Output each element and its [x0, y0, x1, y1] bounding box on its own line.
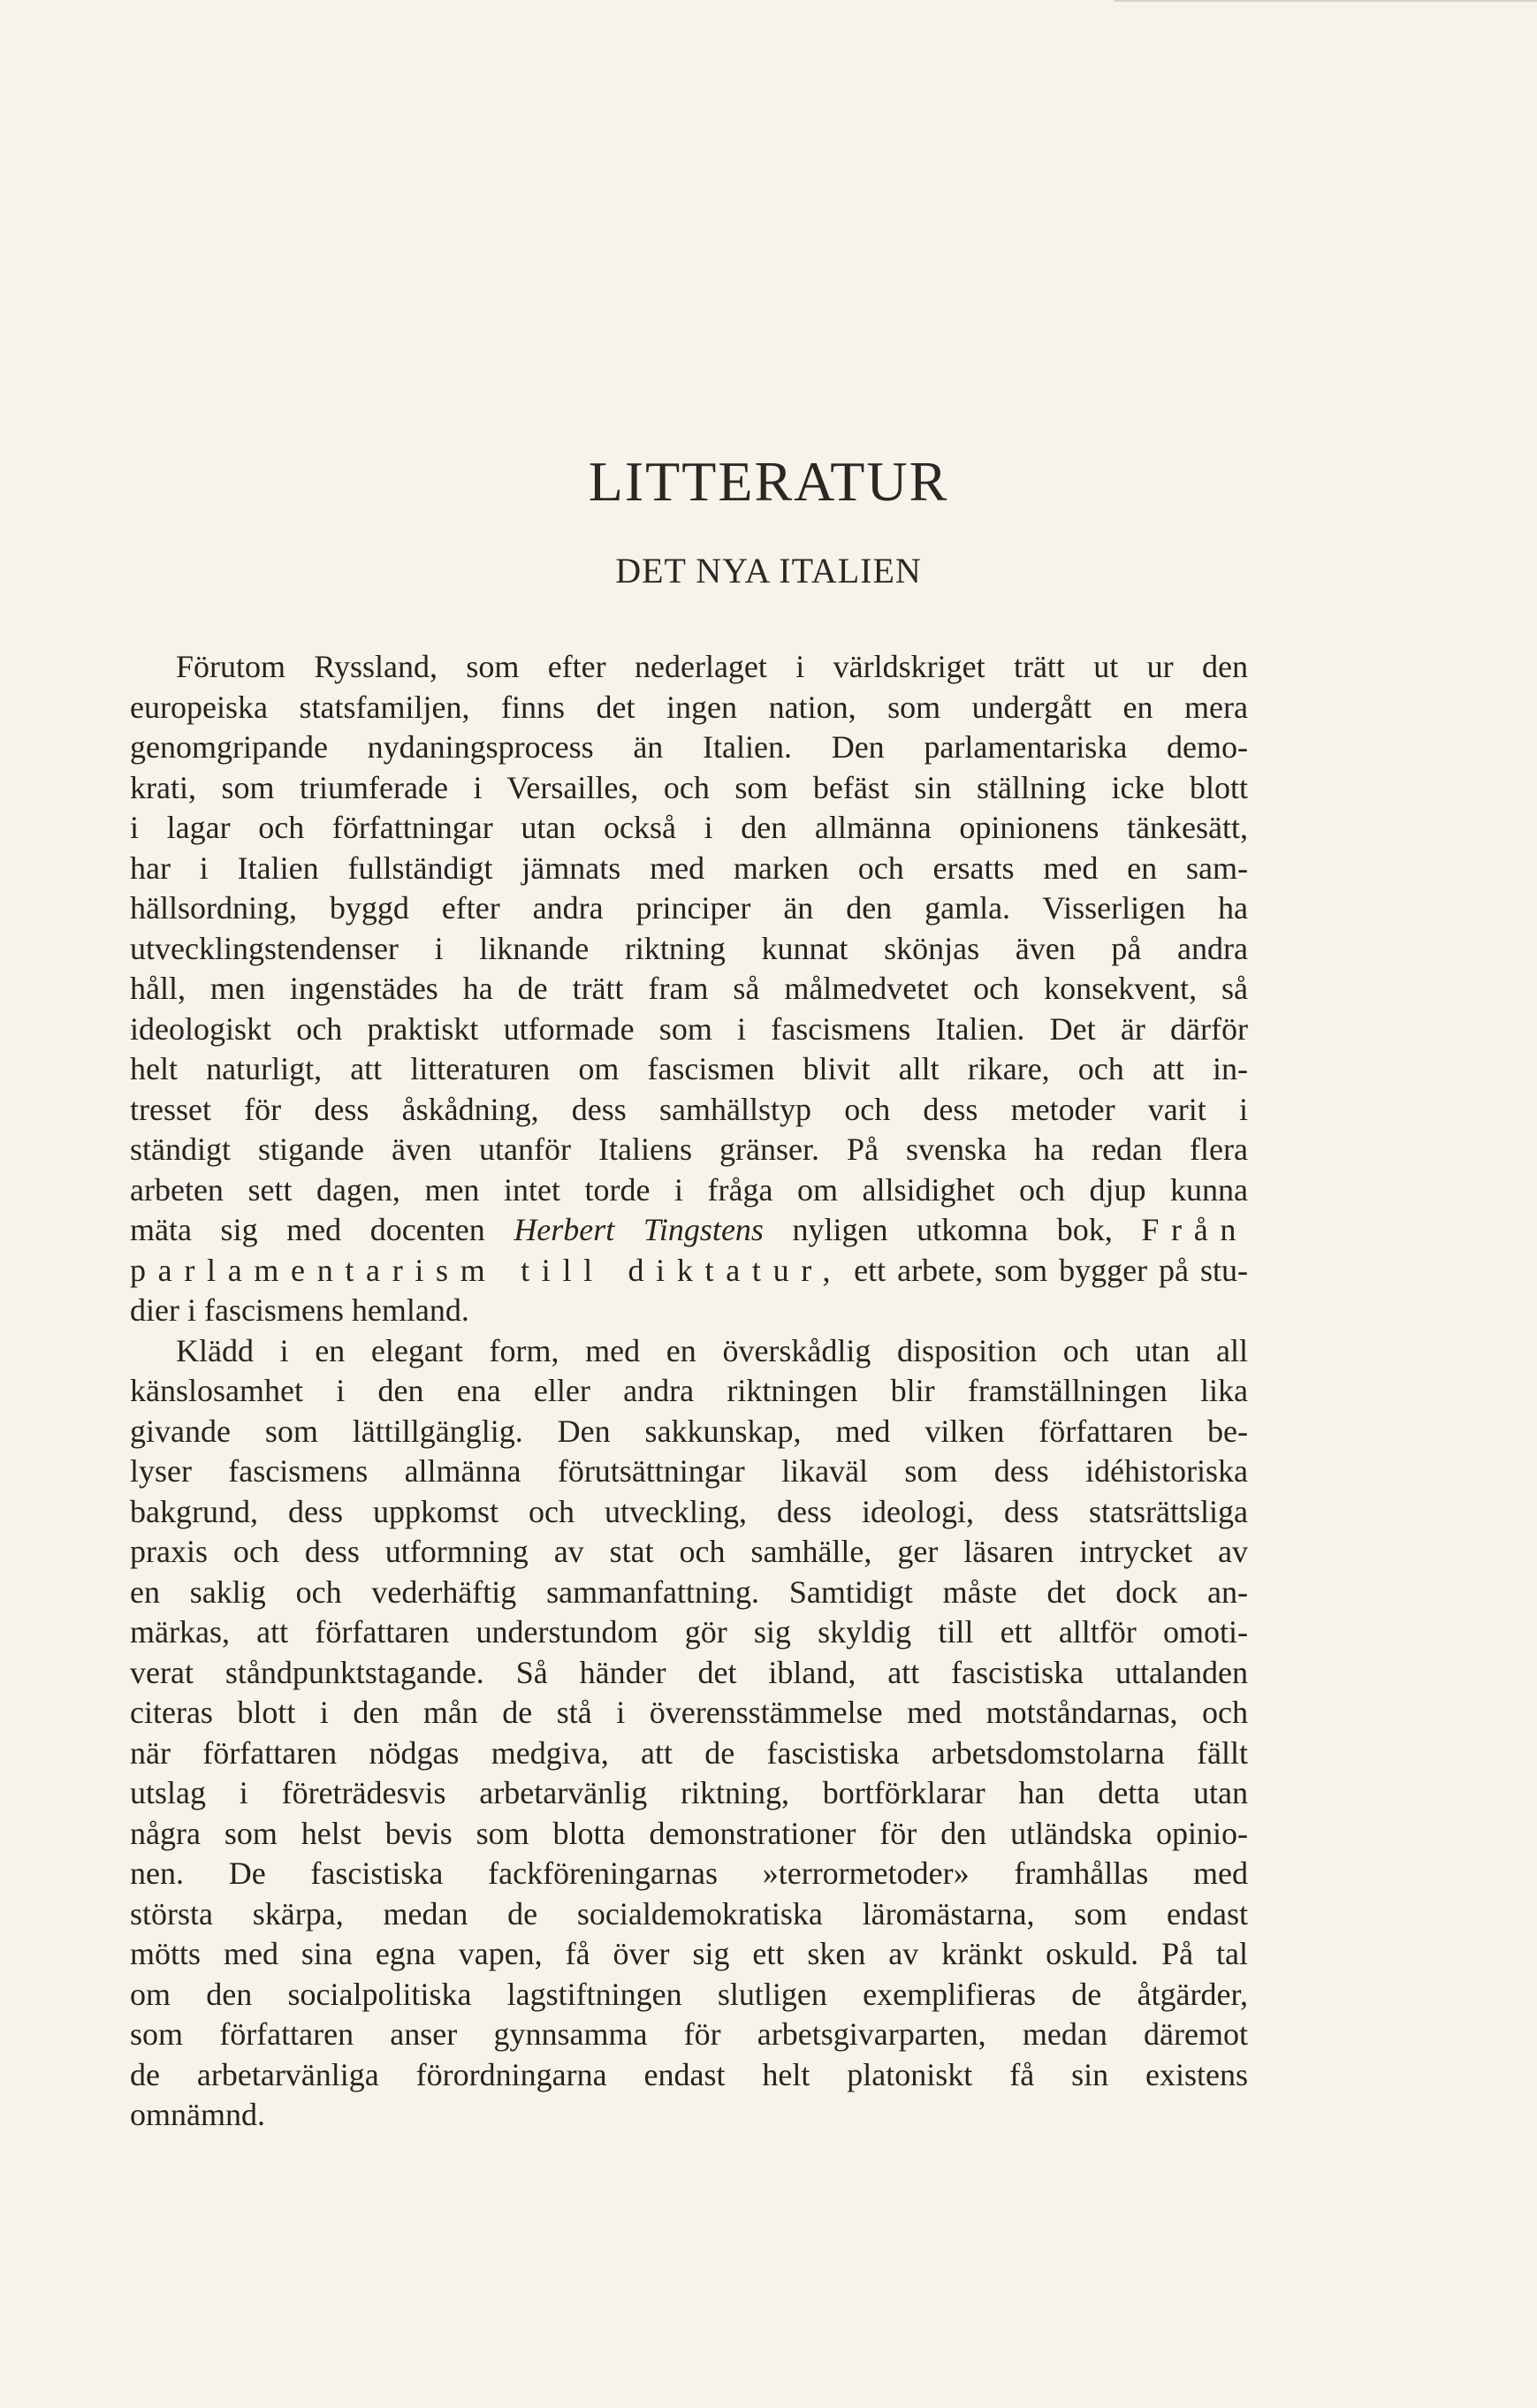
text-line — [130, 1210, 1248, 1251]
text-line: Klädd i en elegant form, med en överskådlig disposition och utan all — [176, 1332, 1248, 1368]
text-line: praxis och dess utformning av stat och samhälle, ger läsaren intrycket av — [130, 1534, 1248, 1569]
page-edge-rule — [1114, 0, 1537, 2]
text-line: ideologiskt och praktiskt utformade som i fascismens Italien. Det är därför — [130, 1010, 1248, 1047]
text-line: håll, men ingenstädes ha de trätt fram så målmedvetet och konsekvent, så — [130, 971, 1248, 1006]
text-line: största skärpa, medan de socialdemokratiska läromästarna, som endast — [130, 1895, 1248, 1932]
book-title-part: parlamentarism till diktatur, — [130, 1252, 843, 1288]
text-fragment: mäta sig med docenten — [130, 1212, 485, 1247]
text-line: helt naturligt, att litteraturen om fascismen blivit allt rikare, och att in- — [130, 1051, 1248, 1086]
text-line: de arbetarvänliga förordningarna endast helt platoniskt få sin existens — [130, 2056, 1248, 2092]
text-line: utslag i företrädesvis arbetarvänlig riktning, bortförklarar han detta utan — [130, 1775, 1248, 1810]
text-line: Förutom Ryssland, som efter nederlaget i världskriget trätt ut ur den — [176, 649, 1248, 684]
text-line: europeiska statsfamiljen, finns det ingen nation, som undergått en mera — [130, 689, 1248, 725]
text-line: ständigt stigande även utanför Italiens gränser. På svenska ha redan flera — [130, 1132, 1248, 1167]
text-line: krati, som triumferade i Versailles, och som befäst sin ställning icke blott — [130, 769, 1248, 805]
text-line: hällsordning, byggd efter andra principer än den gamla. Visserligen ha — [130, 890, 1248, 926]
text-line: tresset för dess åskådning, dess samhällstyp och dess metoder varit i — [130, 1091, 1248, 1127]
text-line: om den socialpolitiska lagstiftningen slutligen exemplifieras de åtgärder, — [130, 1976, 1248, 2012]
text-line: genomgripande nydaningsprocess än Italien. Den parlamentariska demo- — [130, 729, 1248, 765]
text-line: givande som lättillgänglig. Den sakkunskap, med vilken författaren be- — [130, 1413, 1248, 1449]
text-line: arbeten sett dagen, men intet torde i fråga om allsidighet och djup kunna — [130, 1171, 1248, 1208]
text-line: lyser fascismens allmänna förutsättningar likaväl som dess idéhistoriska — [130, 1453, 1248, 1489]
text-line: märkas, att författaren understundom gör sig skyldig till ett alltför omoti- — [130, 1614, 1248, 1650]
text-line: omnämnd. — [130, 2097, 265, 2132]
text-line: mötts med sina egna vapen, få över sig ett sken av kränkt oskuld. På tal — [130, 1936, 1248, 1971]
text-line: utvecklingstendenser i liknande riktning kunnat skönjas även på andra — [130, 930, 1248, 966]
paragraph-1 — [130, 647, 1248, 1331]
text-fragment: ett arbete, som bygger på stu- — [854, 1252, 1249, 1288]
book-title-part: Från — [1141, 1212, 1249, 1247]
text-line: en saklig och vederhäftig sammanfattning. Samtidigt måste det dock an- — [130, 1574, 1248, 1610]
section-title: LITTERATUR — [588, 450, 949, 513]
text-line: känslosamhet i den ena eller andra riktningen blir framställningen lika — [130, 1373, 1248, 1408]
text-line: nen. De fascistiska fackföreningarnas »terrormetoder» framhållas med — [130, 1856, 1248, 1891]
text-fragment: nyligen utkomna bok, — [792, 1212, 1113, 1247]
text-line: verat ståndpunktstagande. Så händer det ibland, att fascistiska uttalanden — [130, 1654, 1248, 1690]
author-name: Herbert Tingstens — [514, 1212, 764, 1247]
article-title: DET NYA ITALIEN — [615, 551, 922, 591]
article-body — [130, 647, 1248, 2136]
text-line: bakgrund, dess uppkomst och utveckling, dess ideologi, dess statsrättsliga — [130, 1493, 1248, 1529]
text-line: citeras blott i den mån de stå i överensstämmelse med motståndarnas, och — [130, 1695, 1248, 1730]
text-line: som författaren anser gynnsamma för arbetsgivarparten, medan däremot — [130, 2016, 1248, 2052]
text-line — [130, 1251, 1248, 1292]
paragraph-2 — [130, 1331, 1248, 2136]
text-line: några som helst bevis som blotta demonstrationer för den utländska opinio- — [130, 1815, 1248, 1851]
text-line: har i Italien fullständigt jämnats med marken och ersatts med en sam- — [130, 850, 1248, 886]
text-line: i lagar och författningar utan också i den allmänna opinionens tänkesätt, — [130, 810, 1248, 845]
text-line: när författaren nödgas medgiva, att de fascistiska arbetsdomstolarna fällt — [130, 1734, 1248, 1771]
text-line: dier i fascismens hemland. — [130, 1292, 469, 1328]
